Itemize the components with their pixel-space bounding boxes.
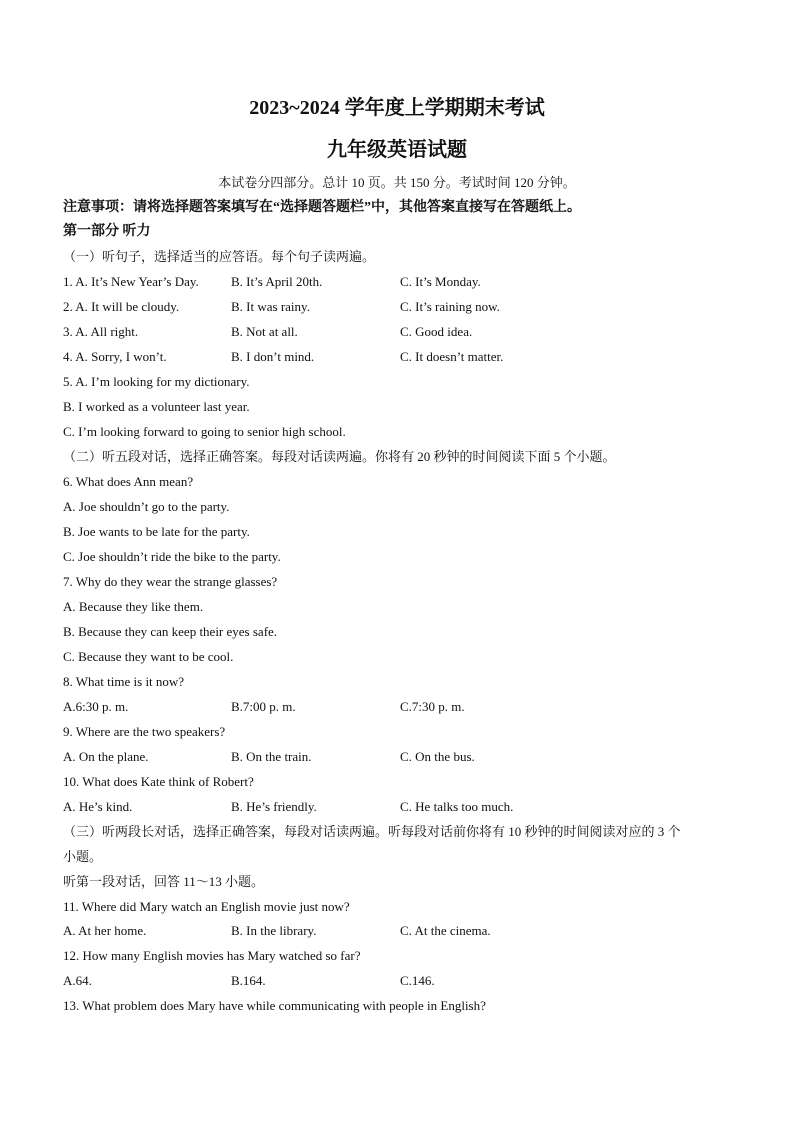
question-stem: 8. What time is it now? (63, 674, 185, 689)
option-a: A. At her home. (63, 923, 147, 938)
option-a: 1. A. It’s New Year’s Day. (63, 274, 199, 289)
exam-subject-title: 九年级英语试题 (327, 139, 467, 161)
option-b: B.7:00 p. m. (231, 699, 296, 714)
option-b: B. It was rainy. (231, 299, 310, 314)
section-heading: （二）听五段对话，选择正确答案。每段对话读两遍。你将有 20 秒钟的时间阅读下面 5 个小题。 (63, 449, 616, 464)
option-c: C. It’s Monday. (400, 274, 481, 289)
option-a: A. Because they like them. (63, 599, 204, 614)
option-a: A. On the plane. (63, 749, 149, 764)
option-c: C. It’s raining now. (400, 299, 500, 314)
question-stem: 6. What does Ann mean? (63, 474, 194, 489)
section-heading: （一）听句子，选择适当的应答语。每个句子读两遍。 (63, 249, 376, 264)
option-c: C. On the bus. (400, 749, 475, 764)
exam-info: 本试卷分四部分。总计 10 页。共 150 分。考试时间 120 分钟。 (218, 175, 576, 190)
option-b: B. I don’t mind. (231, 349, 315, 364)
option-c: C. Good idea. (400, 324, 473, 339)
option-a: A. He’s kind. (63, 799, 133, 814)
option-a: A.64. (63, 973, 92, 988)
exam-notice: 注意事项：请将选择题答案填写在“选择题答题栏”中，其他答案直接写在答题纸上。 (63, 200, 581, 215)
option-c: C. At the cinema. (400, 923, 491, 938)
option-b: B. He’s friendly. (231, 799, 317, 814)
question-stem: 7. Why do they wear the strange glasses? (63, 574, 278, 589)
sub-heading: 听第一段对话，回答 11～13 小题。 (63, 874, 265, 889)
question-stem: 12. How many English movies has Mary watched so far? (63, 948, 361, 963)
question-stem: 9. Where are the two speakers? (63, 724, 226, 739)
option-c: C. He talks too much. (400, 799, 514, 814)
option-a: A. Joe shouldn’t go to the party. (63, 499, 230, 514)
section-heading: （三）听两段长对话，选择正确答案，每段对话读两遍。听每段对话前你将有 10 秒钟的时间阅读对应的 3 个 (63, 824, 681, 839)
option-b: B. Not at all. (231, 324, 298, 339)
option-a: 3. A. All right. (63, 324, 139, 339)
option-b: B. It’s April 20th. (231, 274, 323, 289)
option-a: 4. A. Sorry, I won’t. (63, 349, 167, 364)
option-c: C.7:30 p. m. (400, 699, 465, 714)
section-heading-continued: 小题。 (63, 849, 103, 864)
option-c: C. It doesn’t matter. (400, 349, 504, 364)
question-stem: 11. Where did Mary watch an English movie just now? (63, 899, 350, 914)
part-heading: 第一部分 听力 (63, 224, 151, 239)
option-c: C. Joe shouldn’t ride the bike to the party. (63, 549, 281, 564)
option-a: 2. A. It will be cloudy. (63, 299, 180, 314)
option-c: C. I’m looking forward to going to senior high school. (63, 424, 346, 439)
question-stem: 13. What problem does Mary have while communicating with people in English? (63, 998, 486, 1013)
question-stem: 10. What does Kate think of Robert? (63, 774, 254, 789)
option-b: B. Joe wants to be late for the party. (63, 524, 250, 539)
option-a: 5. A. I’m looking for my dictionary. (63, 374, 250, 389)
option-b: B. Because they can keep their eyes safe. (63, 624, 278, 639)
option-b: B.164. (231, 973, 266, 988)
option-b: B. On the train. (231, 749, 312, 764)
option-c: C.146. (400, 973, 435, 988)
exam-title: 2023~2024 学年度上学期期末考试 (249, 97, 545, 119)
option-b: B. In the library. (231, 923, 317, 938)
option-b: B. I worked as a volunteer last year. (63, 399, 250, 414)
option-a: A.6:30 p. m. (63, 699, 129, 714)
option-c: C. Because they want to be cool. (63, 649, 234, 664)
